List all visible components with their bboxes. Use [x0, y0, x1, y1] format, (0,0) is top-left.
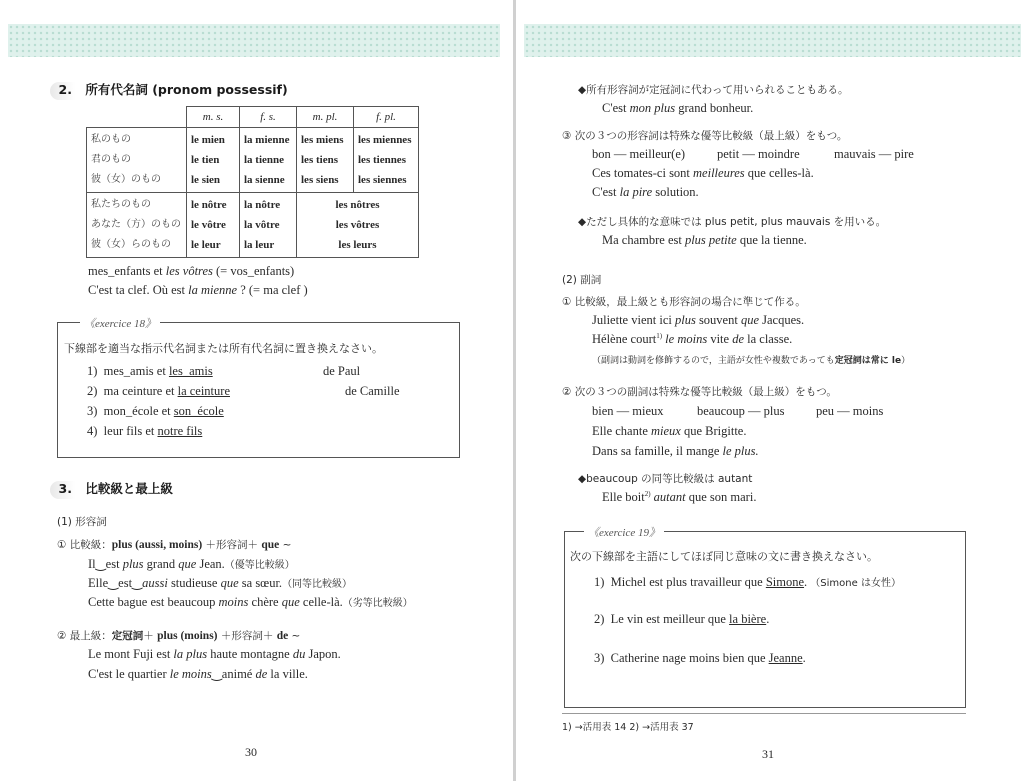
form-pair: petit — moindre: [717, 147, 800, 161]
left-page: [0, 0, 513, 781]
section-title: 比較級と最上級: [85, 481, 173, 496]
table-cell: le sien: [191, 174, 221, 186]
table-cell: les miens: [301, 134, 344, 146]
example-sentence: Elle chante mieux que Brigitte.: [592, 424, 747, 438]
page-number: 30: [245, 745, 257, 759]
section-heading: [50, 80, 288, 100]
table-cell: les nôtres: [335, 199, 380, 211]
example-sentence: C'est le quartier le moins‿animé de la ville.: [88, 667, 308, 681]
table-row: [87, 128, 419, 193]
row-label: 彼（女）らのもの: [91, 239, 171, 250]
row-label: あなた（方）のもの: [91, 219, 181, 230]
form-pair: beaucoup — plus: [697, 404, 785, 418]
exercise-item: 1) Michel est plus travailleur que Simone. （Simone は女性）: [594, 575, 901, 589]
item-heading: ③ 次の３つの形容詞は特殊な優等比較級（最上級）をもつ。: [562, 130, 848, 142]
table-cell: la vôtre: [244, 219, 280, 231]
row-label: 君のもの: [91, 154, 131, 165]
footnotes: 1) →活用表 14 2) →活用表 37: [562, 722, 694, 733]
exercise-item: 4) leur fils et notre fils: [87, 424, 203, 438]
item-heading: ② 次の３つの副詞は特殊な優等比較級（最上級）をもつ。: [562, 386, 837, 398]
table-cell: la leur: [244, 239, 275, 251]
row-label: 彼（女）のもの: [91, 174, 161, 185]
superlative-heading: ② 最上級：定冠詞＋ plus (moins) ＋形容詞＋ de ~: [57, 630, 301, 642]
exercise-instruction: 下線部を適当な指示代名詞または所有代名詞に置き換えなさい。: [64, 342, 383, 355]
table-cell: le leur: [191, 239, 221, 251]
header-band: [524, 24, 1021, 57]
right-page: [516, 0, 1029, 781]
example-sentence: Ma chambre est plus petite que la tienne.: [602, 233, 807, 247]
table-cell: les siennes: [358, 174, 407, 186]
table-cell: le nôtre: [191, 199, 227, 211]
exercise-item-tail: de Paul: [323, 364, 361, 378]
exercise-item-tail: de Camille: [345, 384, 400, 398]
table-header-cell: m. s.: [187, 107, 240, 128]
example-sentence: Ces tomates-ci sont meilleures que celles-là.: [592, 166, 814, 180]
example-sentence: Hélène court$^{1)}$ le moins vite de la classe.: [592, 332, 793, 347]
example-sentence: Le mont Fuji est la plus haute montagne du Japon.: [88, 647, 341, 661]
table-header-cell: f. s.: [240, 107, 297, 128]
form-pair: bon — meilleur(e): [592, 147, 686, 161]
table-cell: la mienne: [244, 134, 290, 146]
note: ◆beaucoup の同等比較級は autant: [578, 473, 753, 485]
exercise-label: 《exercice 19》: [584, 524, 664, 540]
exercise-item: 2) ma ceinture et la ceinture: [87, 384, 230, 398]
table-cell: le mien: [191, 134, 225, 146]
exercise-item: 3) Catherine nage moins bien que Jeanne.: [594, 651, 806, 665]
table-cell: le tien: [191, 154, 220, 166]
section-number: 3.: [50, 481, 75, 499]
subsection-heading: (1) 形容詞: [57, 516, 107, 528]
page-number: 31: [762, 747, 774, 761]
exercise-instruction: 次の下線部を主語にしてほぼ同じ意味の文に書き換えなさい。: [570, 550, 878, 563]
table-cell: les leurs: [338, 239, 377, 251]
note: （副詞は動詞を修飾するので，主語が女性や複数であっても定冠詞は常に le）: [592, 356, 911, 366]
table-cell: les siens: [301, 174, 339, 186]
table-cell: les vôtres: [335, 219, 380, 231]
row-label: 私たちのもの: [91, 199, 151, 210]
comparative-heading: ① 比較級：plus (aussi, moins) ＋形容詞＋ que ~: [57, 539, 292, 551]
form-pair: peu — moins: [816, 404, 884, 418]
table-cell: la sienne: [244, 174, 285, 186]
header-band: [8, 24, 500, 57]
item-heading: ① 比較級，最上級とも形容詞の場合に準じて作る。: [562, 296, 806, 308]
table-cell: la nôtre: [244, 199, 281, 211]
note: ◆ただし具体的な意味では plus petit, plus mauvais を用いる。: [578, 216, 887, 228]
possessive-pronoun-table: [86, 106, 419, 258]
example-sentence: Cette bague est beaucoup moins chère que celle-là.（劣等比較級）: [88, 595, 413, 609]
row-label: 私のもの: [91, 134, 131, 145]
exercise-item: 2) Le vin est meilleur que la bière.: [594, 612, 770, 626]
table-header-cell: f. pl.: [354, 107, 419, 128]
subsection-heading: (2) 副詞: [562, 274, 602, 286]
table-cell: les miennes: [358, 134, 412, 146]
table-header-row: [87, 107, 419, 128]
example-sentence: Elle‿est‿aussi studieuse que sa sœur.（同等比較級）: [88, 576, 353, 590]
example-sentence: C'est la pire solution.: [592, 185, 699, 199]
table-cell: le vôtre: [191, 219, 226, 231]
example-sentence: Il‿est plus grand que Jean.（優等比較級）: [88, 557, 295, 571]
footnote-rule: [562, 713, 966, 714]
example-sentence: Dans sa famille, il mange le plus.: [592, 444, 759, 458]
form-pair: bien — mieux: [592, 404, 664, 418]
example-sentence: mes_enfants et les vôtres (= vos_enfants): [88, 264, 295, 278]
example-sentence: C'est ta clef. Où est la mienne ? (= ma clef ): [88, 283, 308, 297]
table-header-cell: m. pl.: [297, 107, 354, 128]
section-number: 2.: [50, 82, 75, 100]
example-sentence: Elle boit$^{2)}$ autant que son mari.: [602, 490, 757, 505]
exercise-item: 3) mon_école et son_école: [87, 404, 224, 418]
example-sentence: Juliette vient ici plus souvent que Jacques.: [592, 313, 805, 327]
exercise-label: 《exercice 18》: [80, 315, 160, 331]
example-sentence: C'est mon plus grand bonheur.: [602, 101, 754, 115]
section-heading: [50, 479, 173, 499]
exercise-item: 1) mes_amis et les_amis: [87, 364, 213, 378]
note: ◆所有形容詞が定冠詞に代わって用いられることもある。: [578, 84, 849, 96]
table-row: [87, 193, 419, 258]
form-pair: mauvais — pire: [834, 147, 914, 161]
table-cell: la tienne: [244, 154, 285, 166]
table-cell: les tiens: [301, 154, 338, 166]
table-cell: les tiennes: [358, 154, 406, 166]
section-title: 所有代名詞 (pronom possessif): [85, 82, 288, 97]
